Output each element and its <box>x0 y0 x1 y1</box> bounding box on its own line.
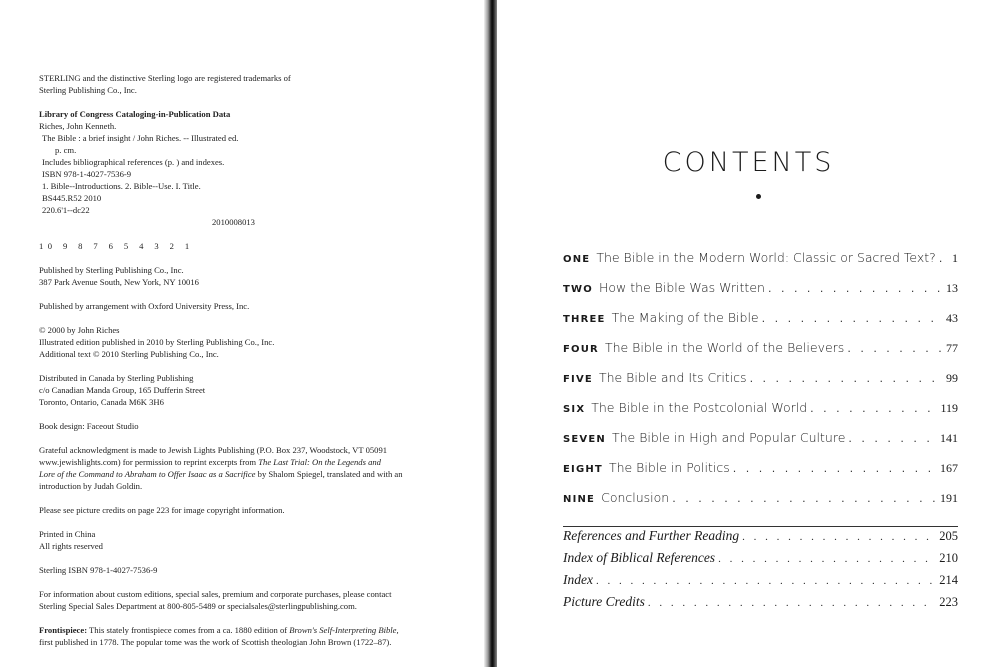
publisher-line: 387 Park Avenue South, New York, NY 10016 <box>39 277 199 287</box>
chapter-page: 119 <box>940 401 958 415</box>
distribution-line: c/o Canadian Manda Group, 165 Dufferin Street <box>39 385 206 395</box>
acknowledgment-line: Grateful acknowledgment is made to Jewish Lights Publishing (P.O. Box 237, Woodstock, VT 05091 <box>39 445 388 455</box>
frontispiece-note <box>39 624 459 648</box>
toc-entry[interactable] <box>563 490 958 520</box>
arrangement-line: Published by arrangement with Oxford University Press, Inc. <box>39 301 250 311</box>
acknowledgment-line <box>39 456 459 468</box>
cip-line: ISBN 978-1-4027-7536-9 <box>42 169 132 179</box>
distribution-line: Toronto, Ontario, Canada M6K 3H6 <box>39 397 164 407</box>
dot-leader <box>733 462 937 475</box>
isbn-line: Sterling ISBN 978-1-4027-7536-9 <box>39 565 158 575</box>
acknowledgment <box>39 444 459 492</box>
sales-info <box>39 588 459 612</box>
dot-leader <box>768 282 943 295</box>
chapter-number: TWO <box>563 284 593 295</box>
chapter-page: 191 <box>940 491 958 505</box>
chapter-title: The Bible and Its Critics <box>598 370 747 385</box>
chapter-number: NINE <box>563 494 596 505</box>
acknowledgment-line: introduction by Judah Goldin. <box>39 481 143 491</box>
chapter-page: 13 <box>946 281 958 295</box>
back-matter-title: References and Further Reading <box>563 528 740 543</box>
chapter-page: 1 <box>952 251 958 265</box>
dot-leader <box>750 372 943 385</box>
sales-line: Sterling Special Sales Department at 800-805-5489 or specialsales@sterlingpublishing.com. <box>39 601 357 611</box>
back-matter-page: 210 <box>939 551 958 565</box>
back-matter-list <box>563 528 958 616</box>
chapter-number: FOUR <box>563 344 599 355</box>
cip-line: Includes bibliographical references (p. ) and indexes. <box>42 157 225 167</box>
dot-leader <box>718 553 936 565</box>
back-matter-entry[interactable] <box>563 528 958 550</box>
copyright-notice <box>39 324 459 360</box>
back-matter-entry[interactable] <box>563 572 958 594</box>
picture-credits-note <box>39 504 459 516</box>
contents-title: CONTENTS <box>662 147 835 178</box>
cip-line: 1. Bible--Introductions. 2. Bible--Use. I. Title. <box>42 181 201 191</box>
chapter-title: The Bible in the World of the Believers <box>604 340 845 355</box>
chapter-page: 77 <box>946 341 958 355</box>
cip-line: Riches, John Kenneth. <box>39 121 117 131</box>
toc-entry[interactable] <box>563 340 958 370</box>
design-credit <box>39 420 459 432</box>
printing-line <box>39 240 459 252</box>
acknowledgment-line <box>39 468 459 480</box>
copyright-line: Additional text © 2010 Sterling Publishing Co., Inc. <box>39 349 219 359</box>
printed-notice <box>39 528 459 552</box>
chapter-title: The Bible in Politics <box>608 460 730 475</box>
chapter-number: ONE <box>563 254 591 265</box>
chapter-title: How the Bible Was Written <box>598 280 765 295</box>
copyright-page <box>0 0 486 667</box>
chapter-number: EIGHT <box>563 464 603 475</box>
chapter-list <box>563 250 958 520</box>
dot-leader <box>596 575 936 587</box>
chapter-title: Conclusion <box>601 490 670 505</box>
cip-line: 220.6'1--dc22 <box>42 205 90 215</box>
chapter-number: SIX <box>563 404 586 415</box>
cip-number: 2010008013 <box>212 217 255 227</box>
printed-line: Printed in China <box>39 529 96 539</box>
dot-leader <box>648 597 936 609</box>
distribution-notice <box>39 372 459 408</box>
copyright-text <box>39 72 459 660</box>
back-matter-page: 223 <box>939 595 958 609</box>
dot-leader <box>939 252 949 265</box>
frontispiece-label: Frontispiece: <box>39 625 88 635</box>
acknowledgment-text: by Shalom Spiegel, translated and with an <box>255 469 403 479</box>
chapter-number: THREE <box>563 314 606 325</box>
chapter-title: The Bible in High and Popular Culture <box>611 430 846 445</box>
back-matter-title: Index of Biblical References <box>563 550 716 565</box>
distribution-line: Distributed in Canada by Sterling Publishing <box>39 373 194 383</box>
toc-entry[interactable] <box>563 370 958 400</box>
trademark-line: STERLING and the distinctive Sterling logo are registered trademarks of <box>39 73 291 83</box>
title-ornament-dot <box>756 194 761 199</box>
back-matter-title: Picture Credits <box>563 594 645 609</box>
chapter-number: FIVE <box>563 374 593 385</box>
chapter-page: 167 <box>940 461 958 475</box>
back-matter-entry[interactable] <box>563 594 958 616</box>
copyright-line: © 2000 by John Riches <box>39 325 120 335</box>
copyright-line: Illustrated edition published in 2010 by Sterling Publishing Co., Inc. <box>39 337 275 347</box>
back-matter-page: 214 <box>939 573 958 587</box>
cip-heading: Library of Congress Cataloging-in-Publication Data <box>39 109 231 119</box>
chapter-title: The Bible in the Modern World: Classic or Sacred Text? <box>596 250 936 265</box>
back-matter-page: 205 <box>939 529 958 543</box>
design-line: Book design: Faceout Studio <box>39 421 139 431</box>
toc-entry[interactable] <box>563 400 958 430</box>
chapter-page: 141 <box>940 431 958 445</box>
picture-credits-line: Please see picture credits on page 223 for image copyright information. <box>39 505 285 515</box>
publisher-info <box>39 264 459 288</box>
back-matter-entry[interactable] <box>563 550 958 572</box>
toc-entry[interactable] <box>563 280 958 310</box>
chapter-page: 43 <box>946 311 958 325</box>
printed-line: All rights reserved <box>39 541 103 551</box>
sales-line: For information about custom editions, special sales, premium and corporate purchases, please contact <box>39 589 392 599</box>
dot-leader <box>848 432 937 445</box>
dot-leader <box>810 402 937 415</box>
toc-entry[interactable] <box>563 430 958 460</box>
chapter-title: The Bible in the Postcolonial World <box>591 400 808 415</box>
printing-numbers: 10 9 8 7 6 5 4 3 2 1 <box>39 241 194 251</box>
sterling-isbn <box>39 564 459 576</box>
frontispiece-line: first published in 1778. The popular tome was the work of Scottish theologian John Brown (1722–87). <box>39 637 392 647</box>
contents-page <box>497 0 1000 667</box>
back-matter-title: Index <box>563 572 593 587</box>
toc-entry[interactable] <box>563 250 958 280</box>
book-title-italic: Lore of the Command to Abraham to Offer Isaac as a Sacrifice <box>39 469 256 479</box>
frontispiece-line <box>39 624 459 636</box>
dot-leader <box>742 531 936 543</box>
publisher-line: Published by Sterling Publishing Co., Inc. <box>39 265 184 275</box>
trademark-notice <box>39 72 459 96</box>
book-title-italic: The Last Trial: On the Legends and <box>258 457 381 467</box>
arrangement-notice <box>39 300 459 312</box>
dot-leader <box>672 492 937 505</box>
toc-entry[interactable] <box>563 460 958 490</box>
cip-data <box>39 108 459 228</box>
cip-line: The Bible : a brief insight / John Riches. -- Illustrated ed. <box>42 133 239 143</box>
dot-leader <box>847 342 943 355</box>
chapter-title: The Making of the Bible <box>611 310 759 325</box>
chapter-number: SEVEN <box>563 434 606 445</box>
dot-leader <box>762 312 943 325</box>
chapter-page: 99 <box>946 371 958 385</box>
frontispiece-italic: Brown's Self-Interpreting Bible, <box>289 625 399 635</box>
trademark-line: Sterling Publishing Co., Inc. <box>39 85 137 95</box>
acknowledgment-text: www.jewishlights.com) for permission to reprint excerpts from <box>39 457 259 467</box>
cip-line: BS445.R52 2010 <box>42 193 102 203</box>
cip-line: p. cm. <box>55 145 77 155</box>
divider-rule <box>563 526 958 527</box>
frontispiece-text: This stately frontispiece comes from a ca. 1880 edition of <box>87 625 290 635</box>
toc-entry[interactable] <box>563 310 958 340</box>
